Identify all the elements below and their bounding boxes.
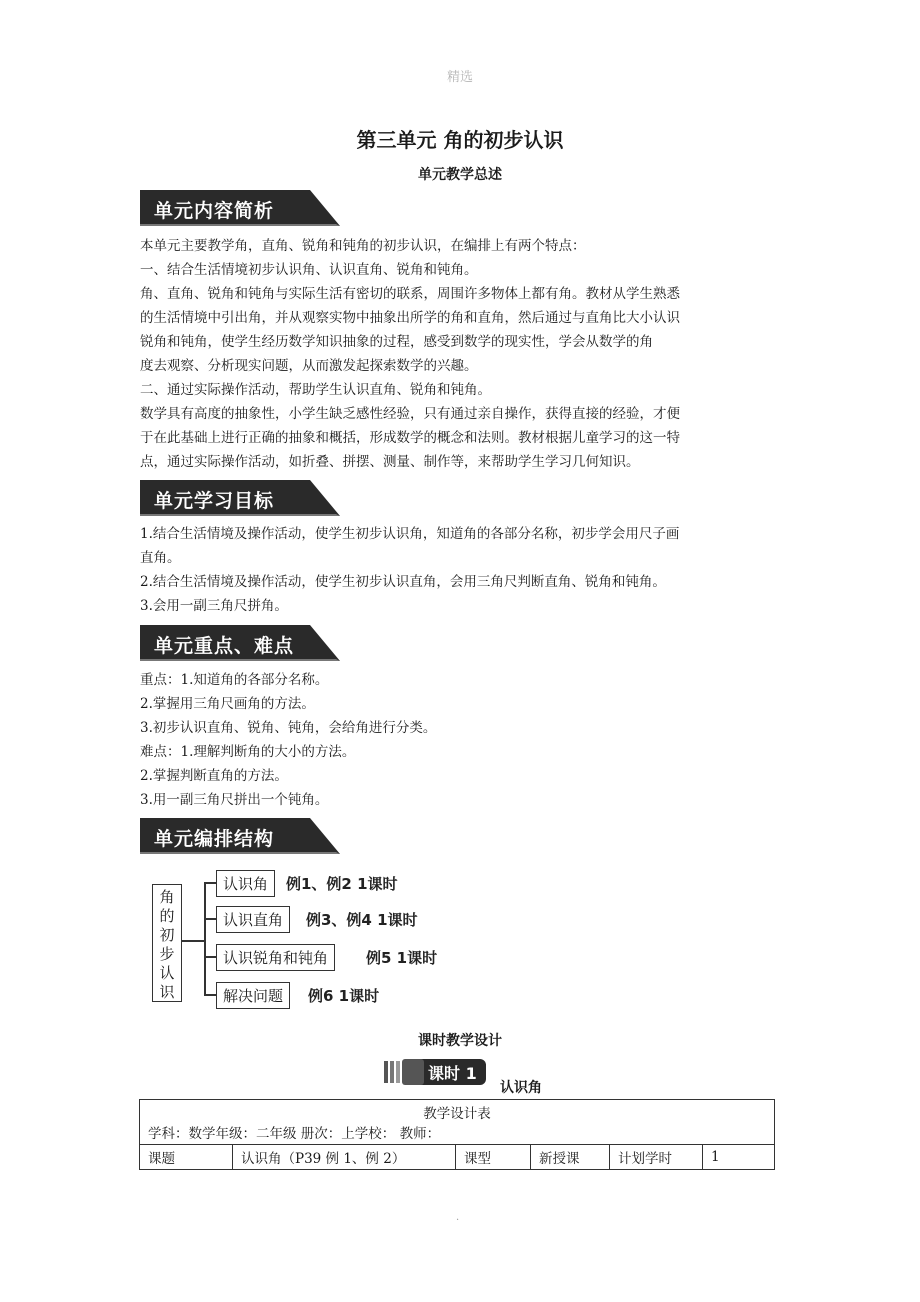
banner-label: 单元编排结构: [154, 828, 275, 850]
watermark: 精选: [446, 70, 473, 85]
content-point-1-line: 的生活情境中引出角，并从观察实物中抽象出所学的角和直角，然后通过与直角比大小认识: [140, 310, 680, 326]
table-header-cell: [140, 1100, 775, 1145]
section-banner-goals: [140, 480, 340, 516]
goal-item: 直角。: [140, 550, 181, 566]
lesson-badge: [384, 1057, 494, 1087]
connector-line: [204, 882, 216, 884]
table-cell: 计划学时: [610, 1145, 703, 1170]
root-char: 初: [159, 926, 175, 944]
structure-node: 认识锐角和钝角: [216, 944, 335, 971]
root-char: 角: [159, 888, 175, 906]
structure-node-note: 例1、例2 1课时: [286, 875, 398, 893]
goal-item: 3.会用一副三角尺拼角。: [140, 598, 288, 614]
table-meta: 学科：数学年级：二年级 册次：上学校： 教师：: [148, 1126, 441, 1142]
structure-node: 解决问题: [216, 982, 290, 1009]
connector-line: [204, 918, 216, 920]
focus-item: 难点：1.理解判断角的大小的方法。: [140, 744, 356, 760]
root-char: 的: [159, 907, 175, 925]
page-mark: .: [456, 1212, 460, 1223]
root-char: 步: [159, 945, 175, 963]
focus-item: 2.掌握用三角尺画角的方法。: [140, 696, 315, 712]
table-row: [140, 1100, 775, 1145]
structure-node: 认识角: [216, 870, 275, 897]
structure-node-note: 例5 1课时: [366, 949, 438, 967]
content-point-2-line: 于在此基础上进行正确的抽象和概括，形成数学的概念和法则。教材根据儿童学习的这一特: [140, 430, 680, 446]
content-intro: 本单元主要教学角，直角、锐角和钝角的初步认识，在编排上有两个特点：: [140, 238, 586, 254]
banner-label: 单元学习目标: [154, 490, 275, 512]
focus-item: 3.初步认识直角、锐角、钝角，会给角进行分类。: [140, 720, 437, 736]
root-char: 认: [159, 964, 175, 982]
focus-item: 重点：1.知道角的各部分名称。: [140, 672, 329, 688]
focus-section-text: [140, 668, 780, 812]
table-cell: 1: [703, 1145, 775, 1170]
structure-root: [152, 884, 182, 1002]
connector-line: [204, 882, 206, 995]
section-banner-focus: [140, 625, 340, 661]
design-table: [139, 1099, 775, 1170]
table-cell: 新授课: [531, 1145, 610, 1170]
content-point-1-line: 度去观察、分析现实问题，从而激发起探索数学的兴趣。: [140, 358, 478, 374]
table-cell: 认识角（P39 例 1、例 2）: [233, 1145, 456, 1170]
section-banner-content: [140, 190, 340, 226]
connector-line: [204, 994, 216, 996]
table-row: [140, 1145, 775, 1170]
section-banner-structure: [140, 818, 340, 854]
content-point-2-line: 点，通过实际操作活动，如折叠、拼摆、测量、制作等，来帮助学生学习几何知识。: [140, 454, 640, 470]
content-point-1: 一、结合生活情境初步认识角、认识直角、锐角和钝角。: [140, 262, 478, 278]
content-point-1-line: 角、直角、锐角和钝角与实际生活有密切的联系，周围许多物体上都有角。教材从学生熟悉: [140, 286, 680, 302]
lesson-badge-label: 课时 1: [428, 1064, 477, 1083]
content-point-2-line: 数学具有高度的抽象性，小学生缺乏感性经验，只有通过亲自操作，获得直接的经验，才便: [140, 406, 680, 422]
focus-item: 2.掌握判断直角的方法。: [140, 768, 288, 784]
structure-node: 认识直角: [216, 906, 290, 933]
lesson-name: 认识角: [500, 1080, 542, 1096]
banner-label: 单元内容简析: [154, 200, 275, 222]
structure-node-note: 例3、例4 1课时: [306, 911, 418, 929]
page-title: 第三单元 角的初步认识: [356, 128, 564, 152]
structure-node-note: 例6 1课时: [308, 987, 380, 1005]
goals-section-text: [140, 522, 780, 618]
table-cell: 课型: [456, 1145, 531, 1170]
structure-diagram: [150, 862, 480, 1012]
goal-item: 1.结合生活情境及操作活动，使学生初步认识角，知道角的各部分名称，初步学会用尺子画: [140, 526, 680, 542]
connector-line: [204, 956, 216, 958]
content-section-text: [140, 234, 780, 474]
connector-line: [182, 940, 204, 942]
table-cell: 课题: [140, 1145, 233, 1170]
lesson-section-title: 课时教学设计: [418, 1033, 502, 1049]
table-caption: 教学设计表: [423, 1106, 491, 1122]
page-subtitle: 单元教学总述: [418, 167, 502, 183]
root-char: 识: [159, 983, 175, 1001]
focus-item: 3.用一副三角尺拼出一个钝角。: [140, 792, 329, 808]
goal-item: 2.结合生活情境及操作活动，使学生初步认识直角，会用三角尺判断直角、锐角和钝角。: [140, 574, 666, 590]
content-point-1-line: 锐角和钝角，使学生经历数学知识抽象的过程，感受到数学的现实性，学会从数学的角: [140, 334, 653, 350]
banner-label: 单元重点、难点: [154, 635, 295, 657]
content-point-2: 二、通过实际操作活动，帮助学生认识直角、锐角和钝角。: [140, 382, 491, 398]
